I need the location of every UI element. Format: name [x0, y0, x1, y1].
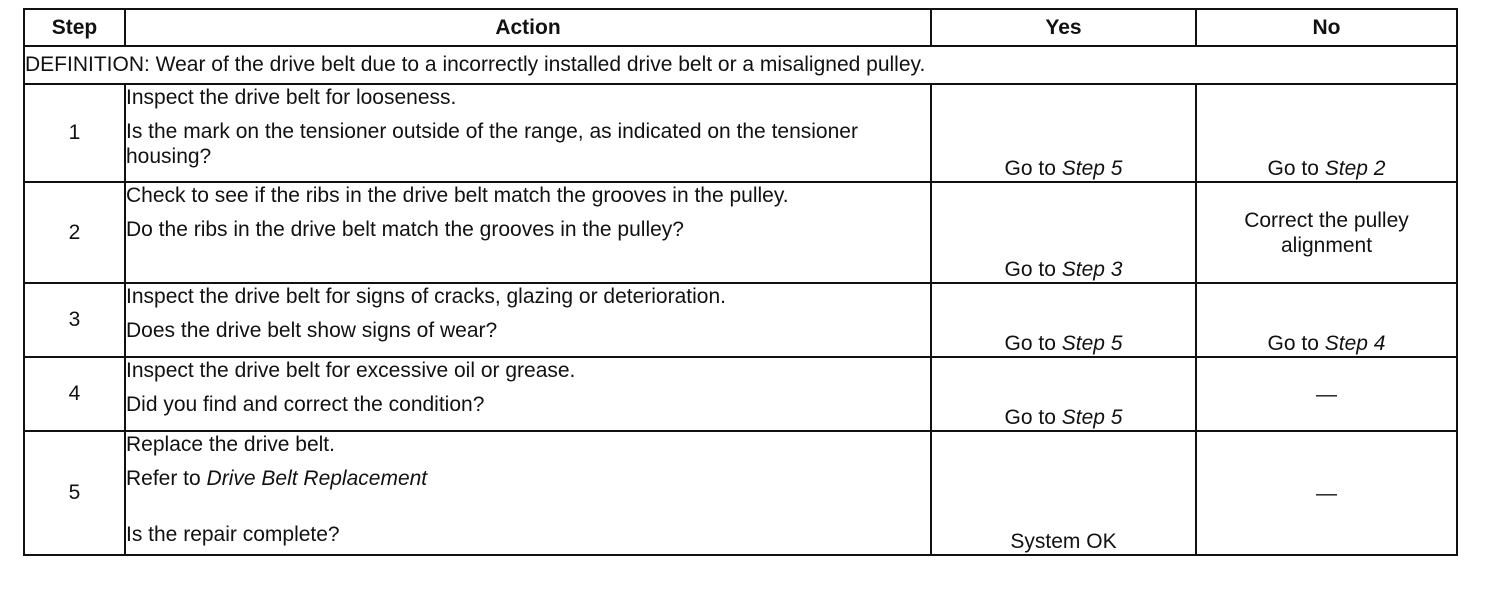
action-text: Check to see if the ribs in the drive belt match the grooves in the pulley. [126, 184, 789, 207]
header-no: No [1196, 9, 1457, 46]
no-cell [1196, 357, 1457, 431]
action-cell [125, 84, 931, 182]
action-text: Inspect the drive belt for excessive oil or grease. [126, 359, 576, 382]
action-cell [125, 357, 931, 431]
no-cell [1196, 283, 1457, 357]
action-question: Is the mark on the tensioner outside of the range, as indicated on the tensioner housing? [126, 120, 858, 168]
step-number: 3 [24, 283, 125, 357]
step-link[interactable]: Step 2 [1324, 157, 1386, 180]
no-cell [1196, 84, 1457, 182]
action-question: Did you find and correct the condition? [126, 393, 485, 416]
table-row [24, 283, 1457, 357]
yes-cell [931, 84, 1196, 182]
step-link[interactable]: Step 5 [1061, 406, 1123, 429]
action-question: Is the repair complete? [126, 523, 340, 546]
action-cell [125, 182, 931, 283]
step-link[interactable]: Step 5 [1061, 332, 1123, 355]
yes-cell [931, 283, 1196, 357]
action-text: Inspect the drive belt for signs of cracks, glazing or deterioration. [126, 285, 726, 308]
no-cell [1196, 431, 1457, 555]
action-question: Do the ribs in the drive belt match the grooves in the pulley? [126, 218, 684, 241]
step-number: 1 [24, 84, 125, 182]
step-number: 5 [24, 431, 125, 555]
table-row [24, 431, 1457, 555]
step-link[interactable]: Step 3 [1061, 258, 1123, 281]
action-cell [125, 283, 931, 357]
dash: — [1316, 481, 1337, 505]
yes-prefix: Go to [1004, 332, 1062, 355]
yes-prefix: Go to [1004, 157, 1062, 180]
step-link[interactable]: Step 5 [1061, 157, 1123, 180]
action-text: Replace the drive belt. [126, 433, 335, 456]
dash: — [1316, 382, 1337, 406]
definition-text: DEFINITION: Wear of the drive belt due to a incorrectly installed drive belt or a misaligned pulley. [24, 46, 1457, 84]
reference-link[interactable]: Drive Belt Replacement [206, 467, 428, 490]
header-yes: Yes [931, 9, 1196, 46]
no-cell [1196, 182, 1457, 283]
header-action: Action [125, 9, 931, 46]
step-number: 2 [24, 182, 125, 283]
diagnostic-table [23, 8, 1458, 556]
step-number: 4 [24, 357, 125, 431]
step-link[interactable]: Step 4 [1324, 332, 1386, 355]
yes-prefix: Go to [1004, 406, 1062, 429]
definition-row [24, 46, 1457, 84]
action-reference [126, 466, 930, 491]
table-row [24, 182, 1457, 283]
yes-prefix: Go to [1004, 258, 1062, 281]
no-prefix: Go to [1267, 332, 1325, 355]
reference-prefix: Refer to [126, 467, 207, 490]
yes-text: System OK [1010, 530, 1117, 553]
action-question: Does the drive belt show signs of wear? [126, 319, 498, 342]
header-step: Step [24, 9, 125, 46]
header-row [24, 9, 1457, 46]
yes-cell [931, 182, 1196, 283]
action-cell [125, 431, 931, 555]
action-text: Inspect the drive belt for looseness. [126, 86, 457, 109]
no-text: Correct the pulley alignment [1244, 208, 1409, 257]
no-prefix: Go to [1267, 157, 1325, 180]
table-row [24, 84, 1457, 182]
table-row [24, 357, 1457, 431]
yes-cell [931, 357, 1196, 431]
yes-cell [931, 431, 1196, 555]
